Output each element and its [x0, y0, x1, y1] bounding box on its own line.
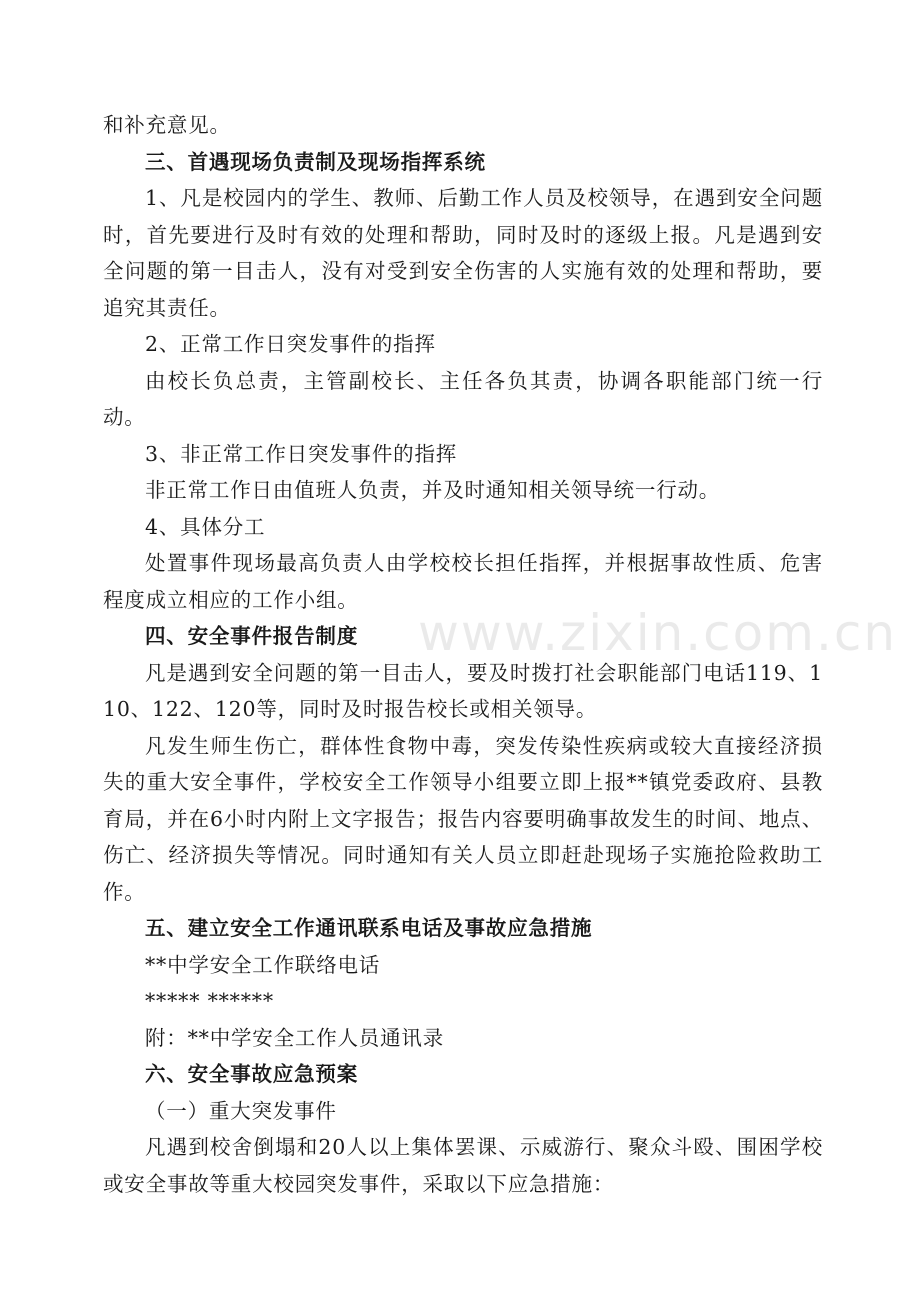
paragraph-contact-number: ***** ****** [145, 989, 274, 1013]
paragraph-item-1: 1、凡是校园内的学生、教师、后勤工作人员及校领导，在遇到安全问题时，首先要进行及时有效的处理和帮助，同时及时的逐级上报。凡是遇到安全问题的第一目击人，没有对受到安全伤害的人实施有效的处理和帮助，要追究其责任。 [103, 186, 823, 320]
section-heading-3: 三、首遇现场负责制及现场指挥系统 [145, 149, 486, 174]
subsection-heading-1: （一）重大突发事件 [145, 1098, 337, 1123]
watermark-text: www.zixin.com.cn [418, 604, 898, 662]
paragraph-item-2: 2、正常工作日突发事件的指挥 [145, 332, 436, 356]
paragraph-emergency-measures: 凡遇到校舍倒塌和20人以上集体罢课、示威游行、聚众斗殴、围困学校或安全事故等重大校园突发事件，采取以下应急措施： [103, 1135, 823, 1196]
paragraph-item-4: 4、具体分工 [145, 514, 266, 539]
paragraph-report-phone: 凡是遇到安全问题的第一目击人，要及时拨打社会职能部门电话119、110、122、120等，同时及时报告校长或相关领导。 [103, 660, 823, 721]
paragraph-item-3-detail: 非正常工作日由值班人负责，并及时通知相关领导统一行动。 [145, 478, 721, 502]
paragraph-item-3: 3、非正常工作日突发事件的指挥 [145, 441, 458, 466]
section-heading-6: 六、安全事故应急预案 [145, 1062, 358, 1086]
paragraph-contact-appendix: 附：**中学安全工作人员通讯录 [145, 1025, 444, 1050]
section-heading-5: 五、建立安全工作通讯联系电话及事故应急措施 [145, 916, 593, 940]
paragraph-item-4-detail: 处置事件现场最高负责人由学校校长担任指挥，并根据事故性质、危害程度成立相应的工作小组。 [103, 551, 823, 612]
paragraph-contact-title: **中学安全工作联络电话 [145, 952, 381, 977]
paragraph-continuation: 和补充意见。 [103, 113, 231, 137]
section-heading-4: 四、安全事件报告制度 [145, 624, 358, 648]
paragraph-item-2-detail: 由校长负总责，主管副校长、主任各负其责，协调各职能部门统一行动。 [103, 368, 823, 429]
document-body [103, 107, 823, 1202]
paragraph-report-major: 凡发生师生伤亡，群体性食物中毒，突发传染性疾病或较大直接经济损失的重大安全事件，学校安全工作领导小组要立即上报**镇党委政府、县教育局，并在6小时内附上文字报告；报告内容要明确事故发生的时间、地点、伤亡、经济损失等情况。同时通知有关人员立即赶赴现场子实施抢险救助工作。 [103, 733, 823, 904]
